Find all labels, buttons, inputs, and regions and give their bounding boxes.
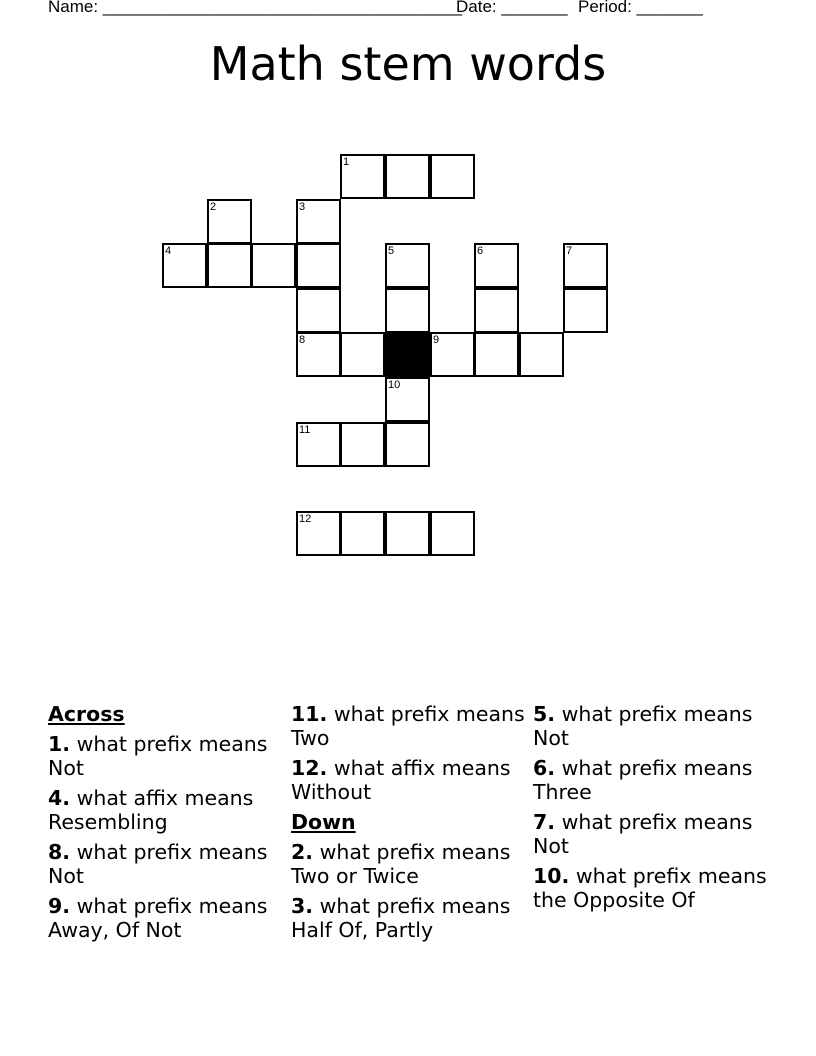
cell-number: 3: [299, 201, 306, 213]
clue-number: 5.: [533, 702, 556, 726]
cell-number: 5: [388, 245, 395, 257]
crossword-cell[interactable]: [296, 199, 341, 244]
crossword-cell[interactable]: [296, 511, 341, 556]
crossword-cell[interactable]: [474, 243, 519, 288]
clue-number: 1.: [48, 732, 71, 756]
crossword-cell[interactable]: [340, 422, 385, 467]
date-field[interactable]: Date: _______: [456, 0, 568, 16]
crossword-cell[interactable]: [385, 154, 430, 199]
clue-number: 2.: [291, 840, 314, 864]
across-heading: Across: [48, 702, 125, 726]
clue-number: 6.: [533, 756, 556, 780]
crossword-cell[interactable]: [430, 511, 475, 556]
crossword-cell[interactable]: [296, 332, 341, 377]
clue-text: what prefix means Not: [533, 810, 753, 858]
crossword-cell[interactable]: [385, 511, 430, 556]
clue-across-11: [291, 702, 527, 750]
crossword-cell[interactable]: [385, 377, 430, 422]
period-field[interactable]: Period: _______: [578, 0, 703, 16]
crossword-cell[interactable]: [251, 243, 296, 288]
cell-number: 6: [477, 245, 484, 257]
crossword-cell[interactable]: [474, 288, 519, 333]
page-title: Math stem words: [209, 37, 607, 91]
cell-number: 8: [299, 334, 306, 346]
crossword-cell[interactable]: [162, 243, 207, 288]
clue-text: what prefix means Away, Of Not: [48, 894, 268, 942]
clue-text: what prefix means Not: [48, 840, 268, 888]
worksheet-header: [48, 0, 768, 17]
clue-column-3: [533, 702, 769, 918]
clue-across-1: [48, 732, 284, 780]
clue-down-7: [533, 810, 769, 858]
clue-number: 12.: [291, 756, 328, 780]
clue-text: what prefix means Not: [48, 732, 268, 780]
crossword-cell[interactable]: [207, 199, 252, 244]
cell-number: 11: [299, 424, 311, 436]
crossword-cell[interactable]: [340, 154, 385, 199]
cell-number: 7: [566, 245, 573, 257]
clue-down-5: [533, 702, 769, 750]
clue-text: what affix means Resembling: [48, 786, 254, 834]
crossword-cell[interactable]: [207, 243, 252, 288]
clue-across-4: [48, 786, 284, 834]
clue-number: 9.: [48, 894, 71, 918]
clue-number: 3.: [291, 894, 314, 918]
clue-number: 10.: [533, 864, 570, 888]
crossword-cell[interactable]: [340, 511, 385, 556]
crossword-cell[interactable]: [430, 332, 475, 377]
crossword-cell[interactable]: [385, 288, 430, 333]
clue-text: what prefix means Not: [533, 702, 753, 750]
crossword-cell[interactable]: [563, 243, 608, 288]
crossword-cell[interactable]: [519, 332, 564, 377]
clue-down-10: [533, 864, 769, 912]
crossword-cell[interactable]: [340, 332, 385, 377]
cell-number: 4: [165, 245, 172, 257]
clue-number: 4.: [48, 786, 71, 810]
blocked-cell: [385, 332, 430, 377]
name-field[interactable]: Name: ______________________________________: [48, 0, 463, 16]
clue-text: what prefix means Two: [291, 702, 525, 750]
cell-number: 9: [433, 334, 440, 346]
clue-column-2: [291, 702, 527, 948]
clue-across-8: [48, 840, 284, 888]
cell-number: 12: [299, 513, 312, 525]
crossword-cell[interactable]: [430, 154, 475, 199]
clue-across-9: [48, 894, 284, 942]
clue-text: what affix means Without: [291, 756, 511, 804]
clue-text: what prefix means the Opposite Of: [533, 864, 767, 912]
crossword-cell[interactable]: [474, 332, 519, 377]
crossword-cell[interactable]: [385, 422, 430, 467]
clue-down-3: [291, 894, 527, 942]
clue-text: what prefix means Two or Twice: [291, 840, 511, 888]
crossword-cell[interactable]: [563, 288, 608, 333]
cell-number: 10: [388, 379, 401, 391]
clue-down-6: [533, 756, 769, 804]
cell-number: 1: [343, 156, 350, 168]
clue-column-1: [48, 702, 284, 948]
clue-number: 8.: [48, 840, 71, 864]
crossword-cell[interactable]: [385, 243, 430, 288]
clue-across-12: [291, 756, 527, 804]
cell-number: 2: [210, 201, 217, 213]
crossword-cell[interactable]: [296, 243, 341, 288]
clue-text: what prefix means Three: [533, 756, 753, 804]
clue-down-2: [291, 840, 527, 888]
clue-text: what prefix means Half Of, Partly: [291, 894, 511, 942]
clue-number: 11.: [291, 702, 328, 726]
crossword-cell[interactable]: [296, 288, 341, 333]
down-heading: Down: [291, 810, 356, 834]
clue-number: 7.: [533, 810, 556, 834]
crossword-cell[interactable]: [296, 422, 341, 467]
